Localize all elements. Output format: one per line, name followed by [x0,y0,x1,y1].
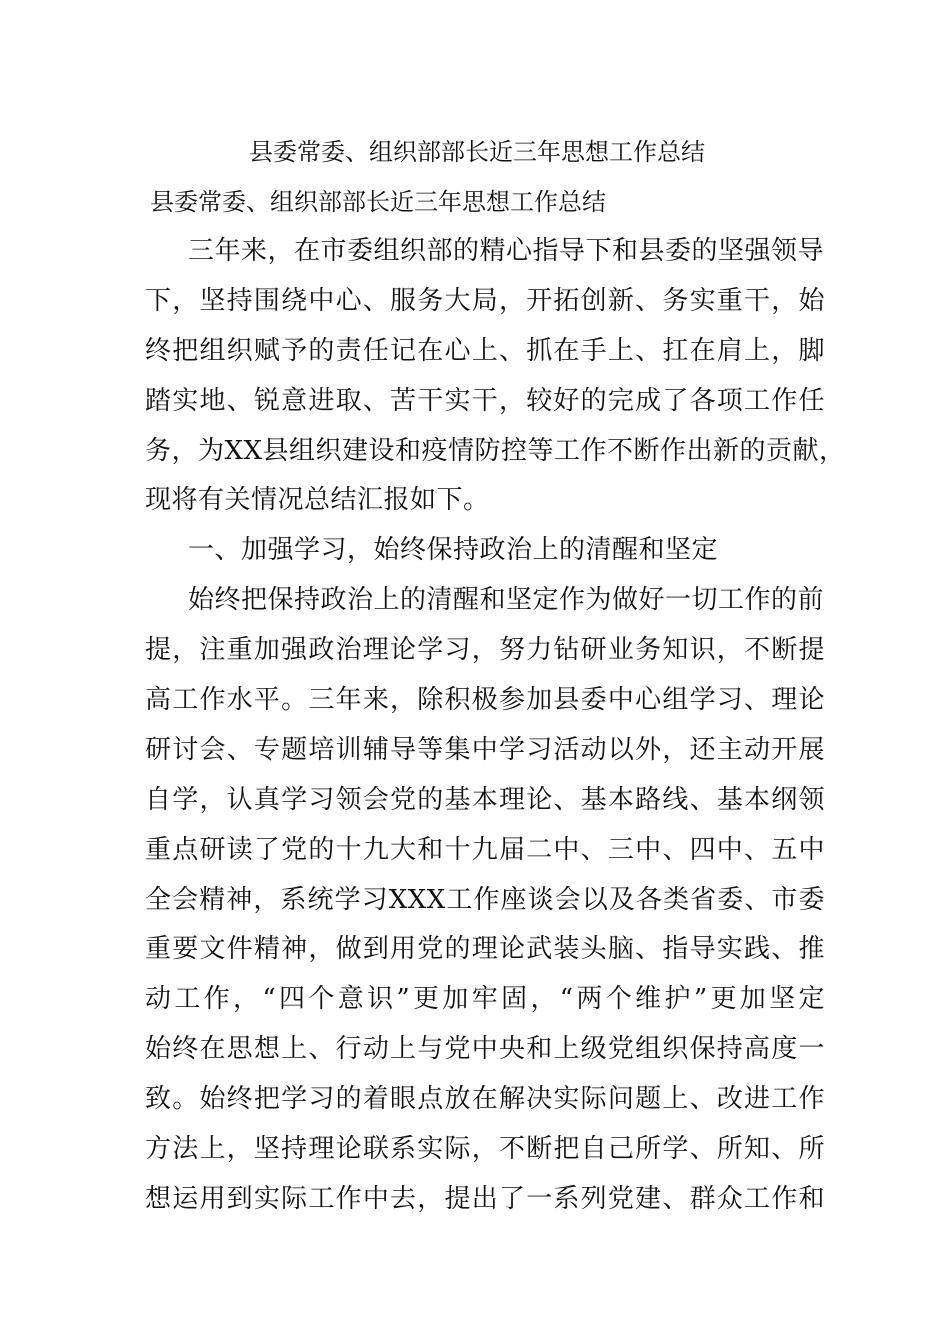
text-line: 致。始终把学习的着眼点放在解决实际问题上、改进工作 [145,1084,825,1115]
text-line: 提，注重加强政治理论学习，努力钻研业务知识，不断提 [145,635,825,666]
section-heading: 一、加强学习，始终保持政治上的清醒和坚定 [188,535,719,566]
text-line: 研讨会、专题培训辅导等集中学习活动以外，还主动开展 [145,734,825,765]
text-line: 想运用到实际工作中去，提出了一系列党建、群众工作和 [145,1183,825,1214]
text-line: 务，为XX县组织建设和疫情防控等工作不断作出新的贡献， [145,435,846,466]
text-line: 重点研读了党的十九大和十九届二中、三中、四中、五中 [145,834,825,865]
text-line: 重要文件精神，做到用党的理论武装头脑、指导实践、推 [145,934,825,965]
text-line: 下，坚持围绕中心、服务大局，开拓创新、务实重干，始 [145,285,825,316]
text-line: 全会精神，系统学习XXX工作座谈会以及各类省委、市委 [145,884,825,915]
document-body [145,231,846,1229]
text-line: 自学，认真学习领会党的基本理论、基本路线、基本纲领 [145,784,825,815]
text-line: 方法上，坚持理论联系实际，不断把自己所学、所知、所 [145,1134,825,1165]
text-line: 三年来，在市委组织部的精心指导下和县委的坚强领导 [188,236,825,266]
text-line: 始终把保持政治上的清醒和坚定作为做好一切工作的前 [188,585,825,616]
text-line: 高工作水平。三年来，除积极参加县委中心组学习、理论 [145,685,825,716]
document-title: 县委常委、组织部部长近三年思想工作总结 [249,138,705,166]
text-line: 现将有关情况总结汇报如下。 [145,485,490,516]
text-line: 终把组织赋予的责任记在心上、抓在手上、扛在肩上，脚 [145,335,825,366]
text-line: 动工作，“四个意识”更加牢固，“两个维护”更加坚定 [145,984,825,1015]
text-line: 踏实地、锐意进取、苦干实干，较好的完成了各项工作任 [145,385,825,416]
document-subtitle: 县委常委、组织部部长近三年思想工作总结 [150,188,606,216]
text-line: 始终在思想上、行动上与党中央和上级党组织保持高度一 [145,1034,825,1065]
